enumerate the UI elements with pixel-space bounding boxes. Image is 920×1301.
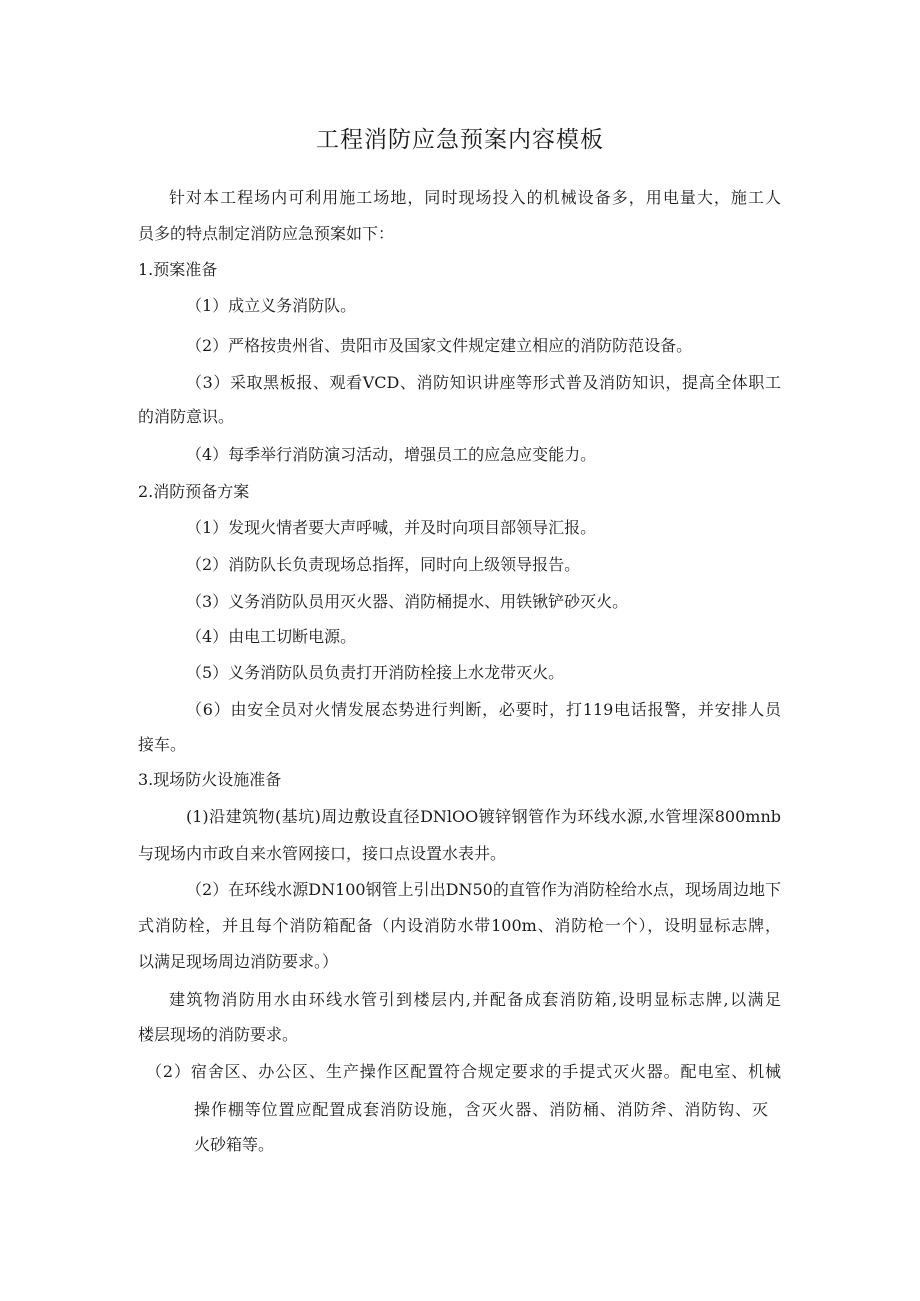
section-2-item-5: （5）义务消防队员负责打开消防栓接上水龙带灭火。 [186,663,565,682]
section-3-last-item-line-1: （2）宿舍区、办公区、生产操作区配置符合规定要求的手提式灭火器。配电室、机械 [146,1062,781,1081]
intro-line-1: 针对本工程场内可利用施工场地，同时现场投入的机械设备多，用电量大，施工人 [169,188,781,207]
section-3-heading: 3.现场防火设施准备 [138,770,282,789]
section-2-item-2: （2）消防队长负责现场总指挥，同时向上级领导报告。 [186,555,581,574]
document-title: 工程消防应急预案内容模板 [316,127,604,153]
section-2-heading: 2.消防预备方案 [138,482,250,501]
section-3-item-2-line-3: 以满足现场周边消防要求。） [138,952,339,971]
section-2-item-1: （1）发现火情者要大声呼喊，并及时向项目部领导汇报。 [186,518,597,537]
section-2-item-4: （4）由电工切断电源。 [186,627,357,646]
intro-line-2: 员多的特点制定消防应急预案如下： [138,224,395,243]
section-1-item-2: （2）严格按贵州省、贵阳市及国家文件规定建立相应的消防防范设备。 [186,336,693,355]
section-2-item-6-line-1: （6）由安全员对火情发展态势进行判断，必要时，打119电话报警，并安排人员 [186,700,781,719]
section-3-paragraph-line-1: 建筑物消防用水由环线水管引到楼层内,并配备成套消防箱,设明显标志牌,以满足 [169,990,781,1009]
section-3-item-1-line-2: 与现场内市政自来水管网接口，接口点设置水表井。 [138,844,507,863]
section-1-item-4: （4）每季举行消防演习活动，增强员工的应急应变能力。 [186,445,597,464]
section-3-item-2-line-1: （2）在环线水源DN100钢管上引出DN50的直管作为消防栓给水点，现场周边地下 [186,880,781,899]
section-3-item-1-line-1: (1)沿建筑物(基坑)周边敷设直径DNlOO镀锌钢管作为环线水源,水管埋深800mnb [186,807,781,826]
section-2-item-6-line-2: 接车。 [138,735,187,754]
section-1-item-1: （1）成立义务消防队。 [186,296,357,315]
section-3-item-2-line-2: 式消防栓，并且每个消防箱配备（内设消防水带100m、消防枪一个），设明显标志牌， [138,916,781,935]
section-1-item-3-line-2: 的消防意识。 [138,407,235,426]
section-2-item-3: （3）义务消防队员用灭火器、消防桶提水、用铁锹铲砂灭火。 [186,592,629,611]
section-3-last-item-line-3: 火砂箱等。 [194,1135,275,1154]
section-3-paragraph-line-2: 楼层现场的消防要求。 [138,1025,299,1044]
section-3-last-item-line-2: 操作棚等位置应配置成套消防设施，含灭火器、消防桶、消防斧、消防钩、灭 [194,1100,768,1119]
section-1-heading: 1.预案准备 [138,260,218,279]
section-1-item-3-line-1: （3）采取黑板报、观看VCD、消防知识讲座等形式普及消防知识，提高全体职工 [186,373,781,392]
